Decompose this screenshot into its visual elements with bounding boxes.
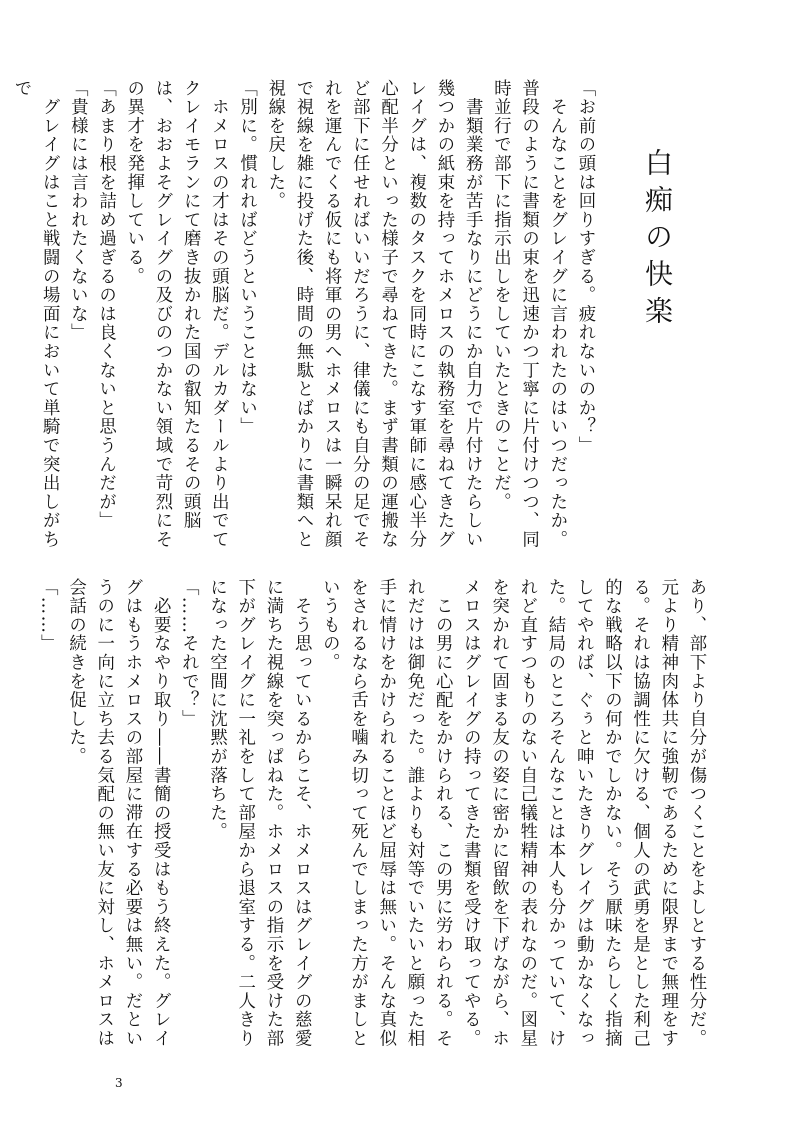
paragraph: 「貴様には言われたくないな」 [67, 79, 88, 343]
paragraph: そう思っているからこそ、ホメロスはグレイグの慈愛に満ちた視線を突っぱねた。ホメロスの指示を受けた部下がグレイグに一礼をして部屋から退室する。二人きりになった空間に沈黙が落ちた。 [206, 578, 312, 1048]
paragraph: あり、部下より自分が傷つくことをよしとする性分だ。元より精神肉体共に強靭であるために限界まで無理をする。それは協調性に欠ける、個人の武勇を是とした利己的な戦略以下の何かでしかない。そう厭味たらしく指摘してやれば、ぐぅと呻いたきりグレイグは動かなくなった。結局のところそんなことは本人も分かっていて、けれど直すつもりのない自己犠牲精神の表れなのだ。図星を突かれて固まる友の姿に密かに留飲を下げながら、ホメロスはグレイグの持ってきた書類を受け取ってやる。 [460, 578, 706, 1048]
story-title: 白痴の快楽 [641, 148, 674, 333]
paragraph: 「お前の頭は回りすぎる。疲れないのか？」 [575, 79, 595, 455]
upper-text-block [10, 79, 599, 549]
paragraph: ホメロスの才はその頭脳だ。デルカダールより出でてクレイモランにて磨き抜かれた国の叡知たるその頭脳は、おおよそグレイグの及びのつかない領域で苛烈にその異才を発揮している。 [123, 79, 229, 549]
paragraph: 「……それで？」 [178, 578, 199, 729]
paragraph: 「……」 [37, 578, 58, 654]
paragraph: 書類業務が苦手なりにどうにか自力で片付けたらしい幾つかの紙束を持ってホメロスの執務室を尋ねてきたグレイグは、複数のタスクを同時にこなす軍師に感心半分心配半分といった様子で尋ねてきた。まず書類の運搬など部下に任せればいいだろうに、律儀にも自分の足でそれを運んでくる仮にも将軍の男へホメロスは一瞬呆れ顔で視線を雑に投げた後、時間の無駄とばかりに書類へと視線を戻した。 [264, 79, 483, 549]
paragraph: 必要なやり取り――書簡の授受はもう終えた。グレイグはもうホメロスの部屋に滞在する必要は無い。だというのに一向に立ち去る気配の無い友に対し、ホメロスは会話の続きを促した。 [65, 578, 171, 1048]
paragraph: そんなことをグレイグに言われたのはいつだったか。普段のように書類の束を迅速かつ丁寧に片付けつつ、同時並行で部下に指示出しをしていたときのことだ。 [490, 79, 567, 549]
lower-text-block [37, 578, 710, 1048]
paragraph: 「別に。慣れればどうということはない」 [236, 79, 257, 437]
paragraph: グレイグはこと戦闘の場面において単騎で突出しがちで [10, 79, 60, 549]
paragraph: この男に心配をかけられる、この男に労わられる。それだけは御免だった。誰よりも対等でいたいと願った相手に情けをかけられることほど屈辱は無い。そんな真似をされるなら舌を噛み切って死んでしまった方がましというもの。 [319, 578, 453, 1048]
paragraph: 「あまり根を詰め過ぎるのは良くないと思うんだが」 [95, 79, 116, 531]
page-number: 3 [115, 1076, 123, 1090]
